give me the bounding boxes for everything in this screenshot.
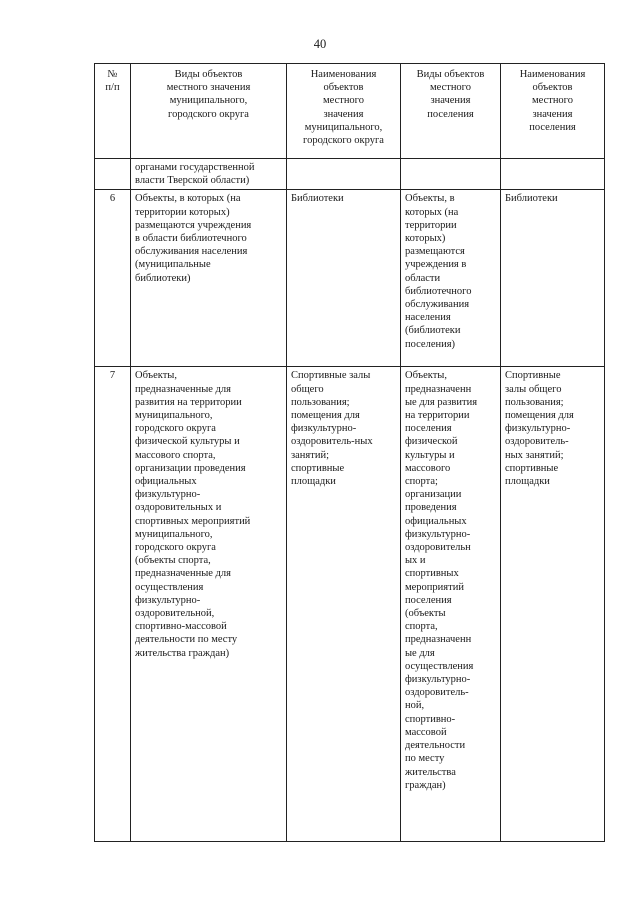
settlement-object-type: Объекты, в которых (на территории которых) размещаются учреждения в области библиотечного обслуживания населения (библиотеки поселения) — [401, 190, 501, 367]
header-settlement-object-names: Наименования объектов местного значения поселения — [501, 64, 605, 159]
header-number: № п/п — [95, 64, 131, 159]
table-row — [95, 190, 605, 367]
table-row — [95, 367, 605, 842]
settlement-object-type — [401, 159, 501, 190]
table-row — [95, 159, 605, 190]
settlement-object-name — [501, 159, 605, 190]
header-municipal-object-types: Виды объектов местного значения муниципального, городского округа — [131, 64, 287, 159]
row-number: 6 — [95, 190, 131, 367]
settlement-object-name: Спортивные залы общего пользования; помещения для физкультурно- оздоровитель- ных занятий; спортивные площадки — [501, 367, 605, 842]
row-number: 7 — [95, 367, 131, 842]
header-settlement-object-types: Виды объектов местного значения поселения — [401, 64, 501, 159]
municipal-object-type: Объекты, предназначенные для развития на территории муниципального, городского округа физической культуры и массового спорта, организации проведения официальных физкультурно- оздоровительных и спортивных мероприятий муниципального, городского округа (объекты спорта, предназначенные для осуществления физкультурно- оздоровительной, спортивно-массовой деятельности по месту жительства граждан) — [131, 367, 287, 842]
page-number: 40 — [313, 37, 327, 51]
table-header-row — [95, 64, 605, 159]
municipal-object-name: Библиотеки — [287, 190, 401, 367]
municipal-object-name: Спортивные залы общего пользования; помещения для физкультурно- оздоровитель-ных занятий; спортивные площадки — [287, 367, 401, 842]
municipal-object-name — [287, 159, 401, 190]
municipal-object-type: органами государственной власти Тверской области) — [131, 159, 287, 190]
settlement-object-type: Объекты, предназначенн ые для развития на территории поселения физической культуры и массового спорта; организации проведения официальных физкультурно- оздоровительн ых и спортивных мероприятий поселения (объекты спорта, предназначенн ые для осуществления физкультурно- оздоровитель- ной, спортивно- массовой деятельности по месту жительства граждан) — [401, 367, 501, 842]
header-municipal-object-names: Наименования объектов местного значения муниципального, городского округа — [287, 64, 401, 159]
row-number — [95, 159, 131, 190]
municipal-object-type: Объекты, в которых (на территории которых) размещаются учреждения в области библиотечного обслуживания населения (муниципальные библиотеки) — [131, 190, 287, 367]
settlement-object-name: Библиотеки — [501, 190, 605, 367]
objects-table — [94, 63, 605, 842]
